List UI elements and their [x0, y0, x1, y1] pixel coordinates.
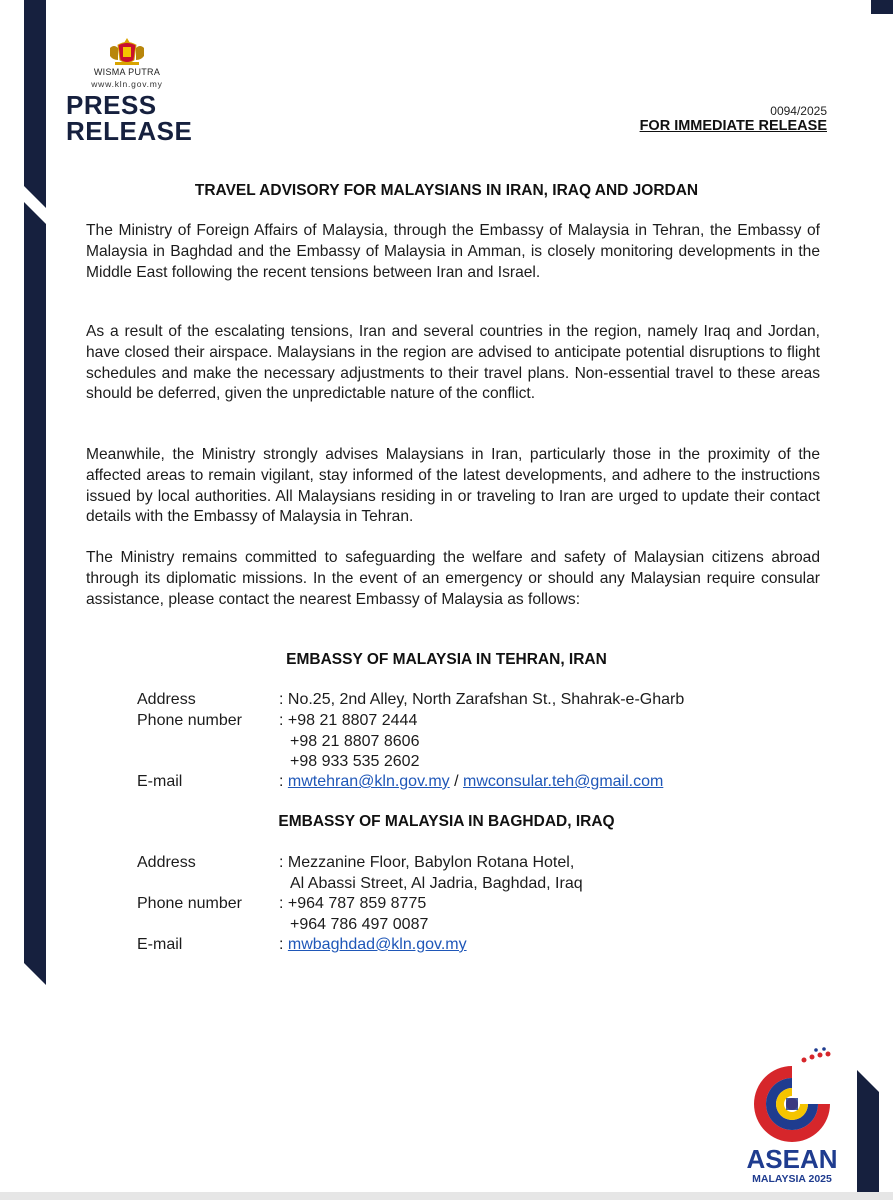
- tehran-address-label: Address: [137, 691, 196, 708]
- baghdad-address-line-1: : Mezzanine Floor, Babylon Rotana Hotel,: [279, 854, 575, 871]
- baghdad-phone-label: Phone number: [137, 895, 242, 912]
- tehran-address-value: : No.25, 2nd Alley, North Zarafshan St., Shahrak-e-Gharb: [279, 691, 685, 708]
- baghdad-phone-2: +964 786 497 0087: [290, 916, 429, 933]
- asean-wordmark: ASEAN: [746, 1144, 838, 1174]
- malaysia-crest-icon: [106, 36, 148, 66]
- tehran-email-row: [279, 773, 663, 791]
- baghdad-phone-1: : +964 787 859 8775: [279, 895, 427, 912]
- left-decorative-stripe: [0, 0, 50, 1200]
- baghdad-address-label: Address: [137, 854, 196, 871]
- tehran-phone-2: +98 21 8807 8606: [290, 733, 420, 750]
- document-title: TRAVEL ADVISORY FOR MALAYSIANS IN IRAN, IRAQ AND JORDAN: [194, 182, 699, 199]
- tehran-phone-3: +98 933 535 2602: [290, 753, 420, 770]
- reference-number: 0094/2025: [770, 104, 827, 118]
- tehran-email-label: E-mail: [137, 773, 183, 790]
- release-type: FOR IMMEDIATE RELEASE: [639, 118, 827, 134]
- baghdad-address-line-2: Al Abassi Street, Al Jadria, Baghdad, Iraq: [290, 875, 583, 892]
- baghdad-email-link[interactable]: mwbaghdad@kln.gov.my: [287, 936, 467, 953]
- organization-name: WISMA PUTRA: [93, 67, 161, 77]
- right-decorative-stripe: [853, 0, 893, 1200]
- embassy-tehran-title: EMBASSY OF MALAYSIA IN TEHRAN, IRAN: [286, 651, 607, 668]
- asean-swirl-icon: [754, 1047, 831, 1142]
- embassy-baghdad-title: EMBASSY OF MALAYSIA IN BAGHDAD, IRAQ: [278, 813, 615, 830]
- press-heading-line2: RELEASE: [66, 116, 193, 146]
- asean-malaysia-2025-logo: [742, 1046, 842, 1186]
- paragraph-2: As a result of the escalating tensions, Iran and several countries in the region, namely Iraq and Jordan, have closed their airspace. Malaysians in the region are advised to anticipate potential disruptions to flight schedules and make the necessary adjustments to their travel plans. Non-essential travel to these areas should be deferred, given the unpredictable nature of the conflict.: [86, 323, 820, 403]
- tehran-email-link-1[interactable]: mwtehran@kln.gov.my: [287, 773, 450, 790]
- tehran-email-separator: /: [449, 773, 464, 790]
- paragraph-4: The Ministry remains committed to safeguarding the welfare and safety of Malaysian citizens abroad through its diplomatic missions. In the event of an emergency or should any Malaysian require consular assistance, please contact the nearest Embassy of Malaysia as follows:: [86, 549, 820, 608]
- baghdad-email-prefix: :: [279, 936, 288, 953]
- tehran-email-prefix: :: [279, 773, 288, 790]
- paragraph-1: The Ministry of Foreign Affairs of Malaysia, through the Embassy of Malaysia in Tehran, the Embassy of Malaysia in Baghdad and the Embassy of Malaysia in Amman, is closely monitoring developments in the Middle East following the recent tensions between Iran and Israel.: [86, 222, 820, 281]
- press-heading-line1: PRESS: [66, 90, 157, 120]
- bottom-scroll-edge: [0, 1192, 893, 1200]
- paragraph-3: Meanwhile, the Ministry strongly advises Malaysians in Iran, particularly those in the proximity of the affected areas to remain vigilant, stay informed of the latest developments, and adhere to the instructions issued by local authorities. All Malaysians residing in or traveling to Iran are urged to update their contact details with the Embassy of Malaysia in Tehran.: [86, 446, 820, 526]
- baghdad-email-row: [279, 936, 467, 954]
- malaysia-2025-wordmark: MALAYSIA 2025: [752, 1173, 832, 1185]
- tehran-phone-1: : +98 21 8807 2444: [279, 712, 418, 729]
- website-url: www.kln.gov.my: [91, 79, 163, 89]
- tehran-phone-label: Phone number: [137, 712, 242, 729]
- baghdad-email-label: E-mail: [137, 936, 183, 953]
- tehran-email-link-2[interactable]: mwconsular.teh@gmail.com: [463, 773, 664, 790]
